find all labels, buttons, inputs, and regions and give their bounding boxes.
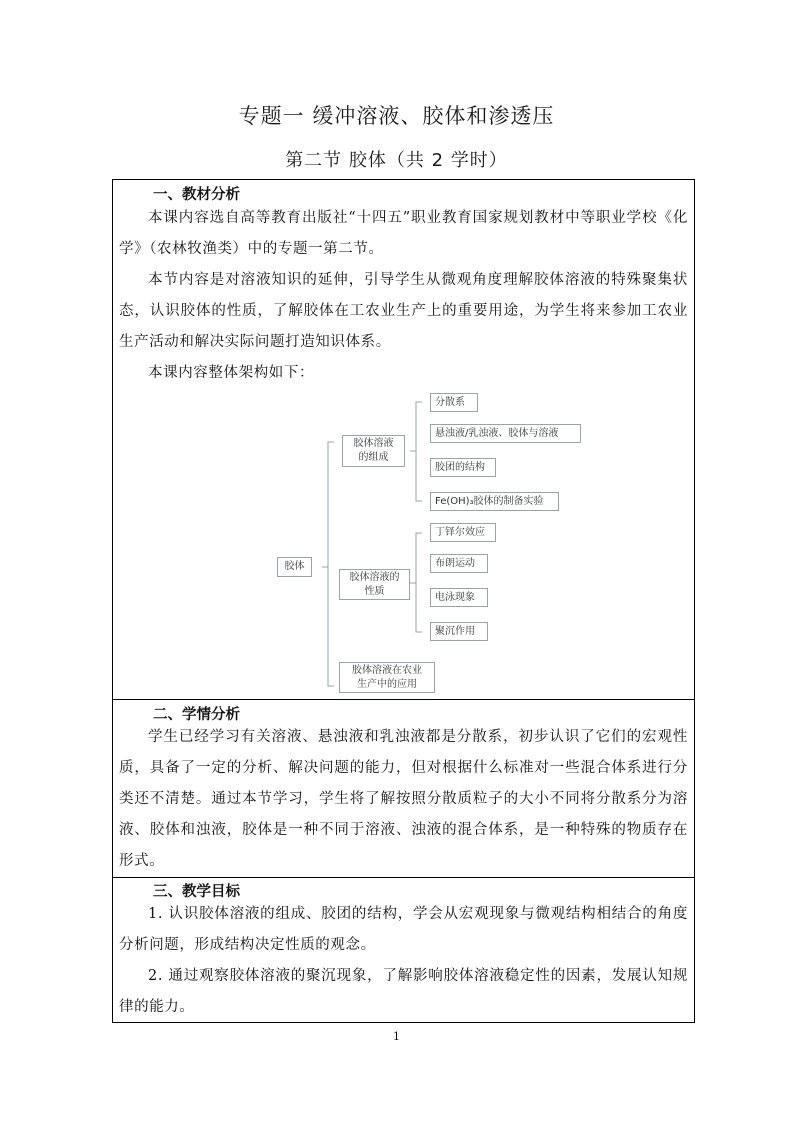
diagram-leaf-coagulation: 聚沉作用 [430, 622, 488, 641]
diagram-leaf-suspensions: 悬浊液/乳浊液、胶体与溶液 [430, 424, 581, 443]
section-heading: 二、学情分析 [153, 707, 240, 723]
section-textbook-analysis [113, 180, 694, 700]
paragraph: 本节内容是对溶液知识的延伸，引导学生从微观角度理解胶体溶液的特殊聚集状态，认识胶体的性质，了解胶体在工农业生产上的重要用途，为学生将来参加工农业生产活动和解决实际问题打造知识体系。 [119, 272, 688, 350]
document-subtitle: 第二节 胶体（共 2 学时） [285, 150, 508, 171]
document-title: 专题一 缓冲溶液、胶体和渗透压 [238, 104, 555, 128]
paragraph: 学生已经学习有关溶液、悬浊液和乳浊液都是分散系，初步认识了它们的宏观性质，具备了一定的分析、解决问题的能力，但对根据什么标准对一些混合体系进行分类还不清楚。通过本节学习，学生将了解按照分散质粒子的大小不同将分散系分为溶液、胶体和浊液，胶体是一种不同于溶液、浊液的混合体系，是一种特殊的物质存在形式。 [119, 729, 688, 869]
node-label-line: 胶体溶液 [353, 438, 394, 449]
diagram-node-application [339, 662, 435, 693]
paragraph: 1. 认识胶体溶液的组成、胶团的结构，学会从宏观现象与微观结构相结合的角度分析问题，形成结构决定性质的观念。 [119, 906, 688, 953]
node-label-line: 的组成 [358, 452, 389, 463]
diagram-leaf-feoh3-experiment: Fe(OH)₃胶体的制备实验 [430, 492, 559, 511]
diagram-leaf-micelle-structure: 胶团的结构 [430, 458, 496, 477]
page-number: 1 [393, 1030, 400, 1043]
paragraph: 本课内容选自高等教育出版社“十四五”职业教育国家规划教材中等职业学校《化学》（农林牧渔类）中的专题一第二节。 [119, 210, 688, 257]
diagram-leaf-brownian-motion: 布朗运动 [430, 554, 488, 573]
node-label-line: 胶体溶液的 [349, 571, 400, 583]
diagram-node-composition [342, 435, 405, 467]
diagram-node-root: 胶体 [277, 557, 312, 577]
diagram-node-properties [339, 569, 410, 600]
node-label-line: 胶体溶液在农业 [352, 664, 422, 676]
lesson-table [112, 179, 695, 1023]
paragraph: 本课内容整体架构如下： [148, 365, 315, 381]
section-student-analysis [113, 700, 694, 878]
section-teaching-goals [113, 878, 694, 1024]
diagram-leaf-tyndall-effect: 丁铎尔效应 [430, 523, 496, 542]
diagram-leaf-electrophoresis: 电泳现象 [430, 588, 488, 607]
diagram-leaf-dispersion-system: 分散系 [430, 393, 478, 412]
node-label-line: 性质 [364, 585, 385, 597]
section-heading: 一、教材分析 [153, 187, 240, 203]
section-heading: 三、教学目标 [153, 884, 240, 900]
paragraph: 2. 通过观察胶体溶液的聚沉现象，了解影响胶体溶液稳定性的因素，发展认知规律的能力。 [119, 968, 688, 1015]
node-label-line: 生产中的应用 [357, 678, 417, 690]
